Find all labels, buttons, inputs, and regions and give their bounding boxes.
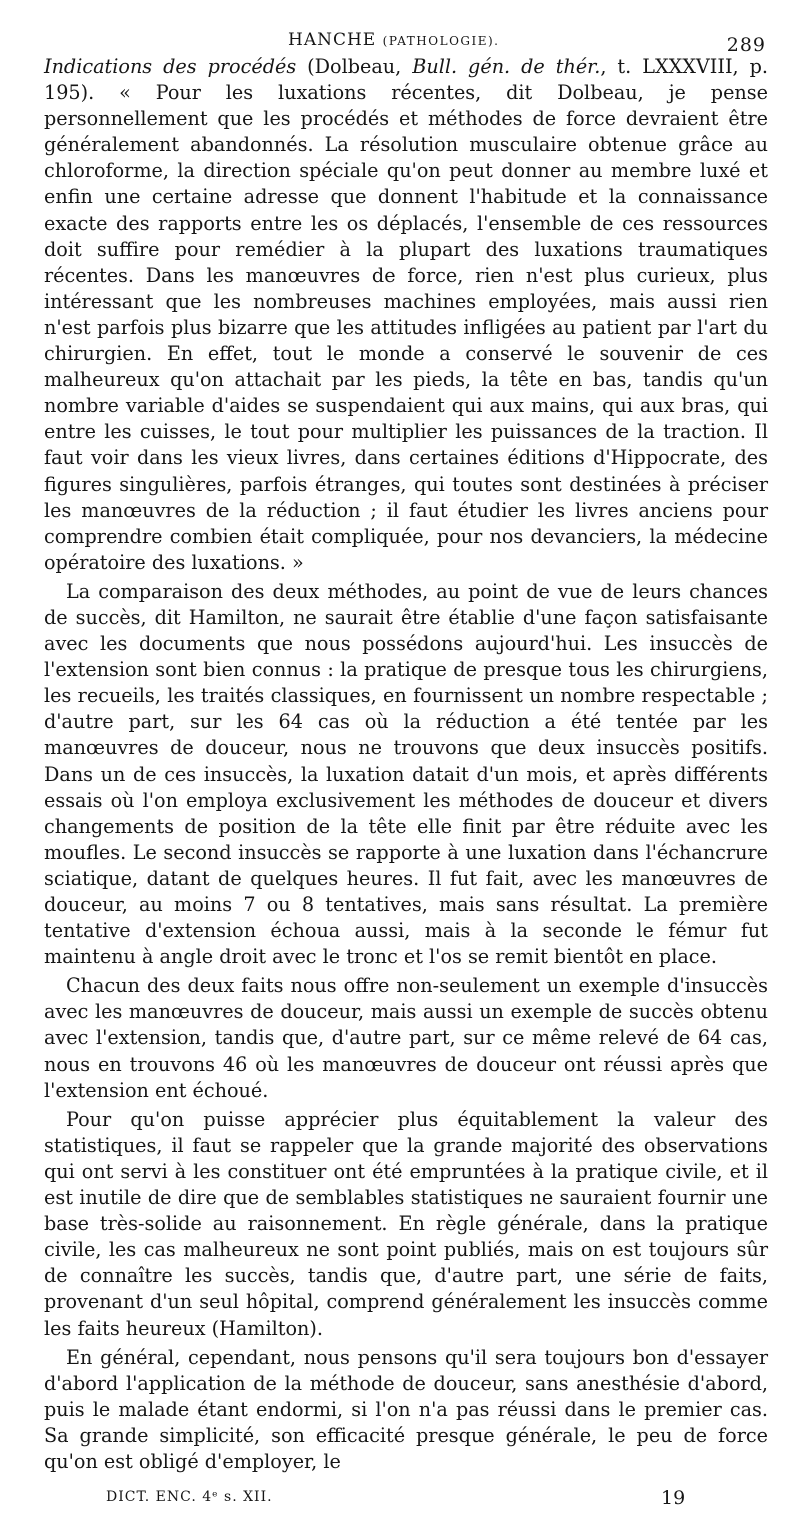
page-number: 289 xyxy=(726,34,766,56)
paragraph-two-facts: Chacun des deux faits nous offre non-seulement un exemple d'insuccès avec les manœuvres de douceur, mais aussi un exemple de succès obtenu avec l'extension, tandis que, d'autre part, sur ce même relevé de 64 cas, nous en trouvons 46 où les manœuvres de douceur ont réussi après que l'extension ent échoué. xyxy=(44,974,768,1102)
paragraph-conclusion: En général, cependant, nous pensons qu'il sera toujours bon d'essayer d'abord l'application de la méthode de douceur, sans anesthésie d'abord, puis le malade étant endormi, si l'on n'a pas réussi dans le premier cas. Sa grande simplicité, son efficacité presque générale, le peu de force qu'on est obligé d'employer, le xyxy=(44,1345,768,1473)
running-head xyxy=(44,28,768,54)
footer-signature: DICT. ENC. 4ᵉ s. XII. xyxy=(106,1489,273,1506)
body-text xyxy=(44,54,768,1475)
sheet-number: 19 xyxy=(661,1487,686,1510)
document-page xyxy=(44,28,768,1515)
paragraph-hamilton-comparison: La comparaison des deux méthodes, au point de vue de leurs chances de succès, dit Hamilton, ne saurait être établie d'une façon satisfaisante avec les documents que nous possédons aujourd'hui. Les insuccès de l'extension sont bien connus : la pratique de presque tous les chirurgiens, les recueils, les traités classiques, en fournissent un nombre respectable ; d'autre part, sur les 64 cas où la réduction a été tentée par les manœuvres de douceur, nous ne trouvons que deux insuccès positifs. Dans un de ces insuccès, la luxation datait d'un mois, et après différents essais où l'on employa exclusivement les méthodes de douceur et divers changements de position de la tête elle finit par être réduite avec les moufles. Le second insuccès se rapporte à une luxation dans l'échancrure sciatique, datant de quelques heures. Il fut fait, avec les manœuvres de douceur, au moins 7 ou 8 tentatives, mais sans résultat. La première tentative d'extension échoua aussi, mais à la seconde le fémur fut maintenu à angle droit avec le tronc et l'os se remit bientôt en place. xyxy=(44,579,768,969)
header-title: HANCHE xyxy=(288,30,377,50)
page-footer xyxy=(44,1485,768,1515)
header-subtitle: (PATHOLOGIE). xyxy=(382,34,500,48)
page-title xyxy=(288,30,500,50)
paragraph-lead-normal: (Dolbeau, xyxy=(296,55,413,78)
paragraph-lead-italic: Indications des procédés xyxy=(44,55,297,78)
bibliographic-reference: Bull. gén. de thér. xyxy=(412,55,601,78)
paragraph-statistics: Pour qu'on puisse apprécier plus équitablement la valeur des statistiques, il faut se rappeler que la grande majorité des observations qui ont servi à les constituer ont été empruntées à la pratique civile, et il est inutile de dire que de semblables statistiques ne sauraient fournir une base très-solide au raisonnement. En règle générale, dans la pratique civile, les cas malheureux ne sont point publiés, mais on est toujours sûr de connaître les succès, tandis que, d'autre part, une série de faits, provenant d'un seul hôpital, comprend généralement les insuccès comme les faits heureux (Hamilton). xyxy=(44,1107,768,1340)
paragraph-dolbeau-quote xyxy=(44,54,768,576)
paragraph-text: , t. LXXXVIII, p. 195). « Pour les luxations récentes, dit Dolbeau, je pense personnellement que les procédés et méthodes de force devraient être généralement abandonnés. La résolution musculaire obtenue grâce au chloroforme, la direction spéciale qu'on peut donner au membre luxé et enfin une certaine adresse que donnent l'habitude et la connaissance exacte des rapports entre les os déplacés, l'ensemble de ces ressources doit suffire pour remédier à la plupart des luxations traumatiques récentes. Dans les manœuvres de force, rien n'est plus curieux, plus intéressant que les nombreuses machines employées, mais aussi rien n'est parfois plus bizarre que les attitudes infligées au patient par l'art du chirurgien. En effet, tout le monde a conservé le souvenir de ces malheureux qu'on attachait par les pieds, la tête en bas, tandis qu'un nombre variable d'aides se suspendaient qui aux mains, qui aux bras, qui entre les cuisses, le tout pour multiplier les puissances de la traction. Il faut voir dans les vieux livres, dans certaines éditions d'Hippocrate, des figures singulières, parfois étranges, qui toutes sont destinées à préciser les manœuvres de la réduction ; il faut étudier les livres anciens pour comprendre combien était compliquée, pour nos devanciers, la médecine opératoire des luxations. » xyxy=(44,55,768,574)
